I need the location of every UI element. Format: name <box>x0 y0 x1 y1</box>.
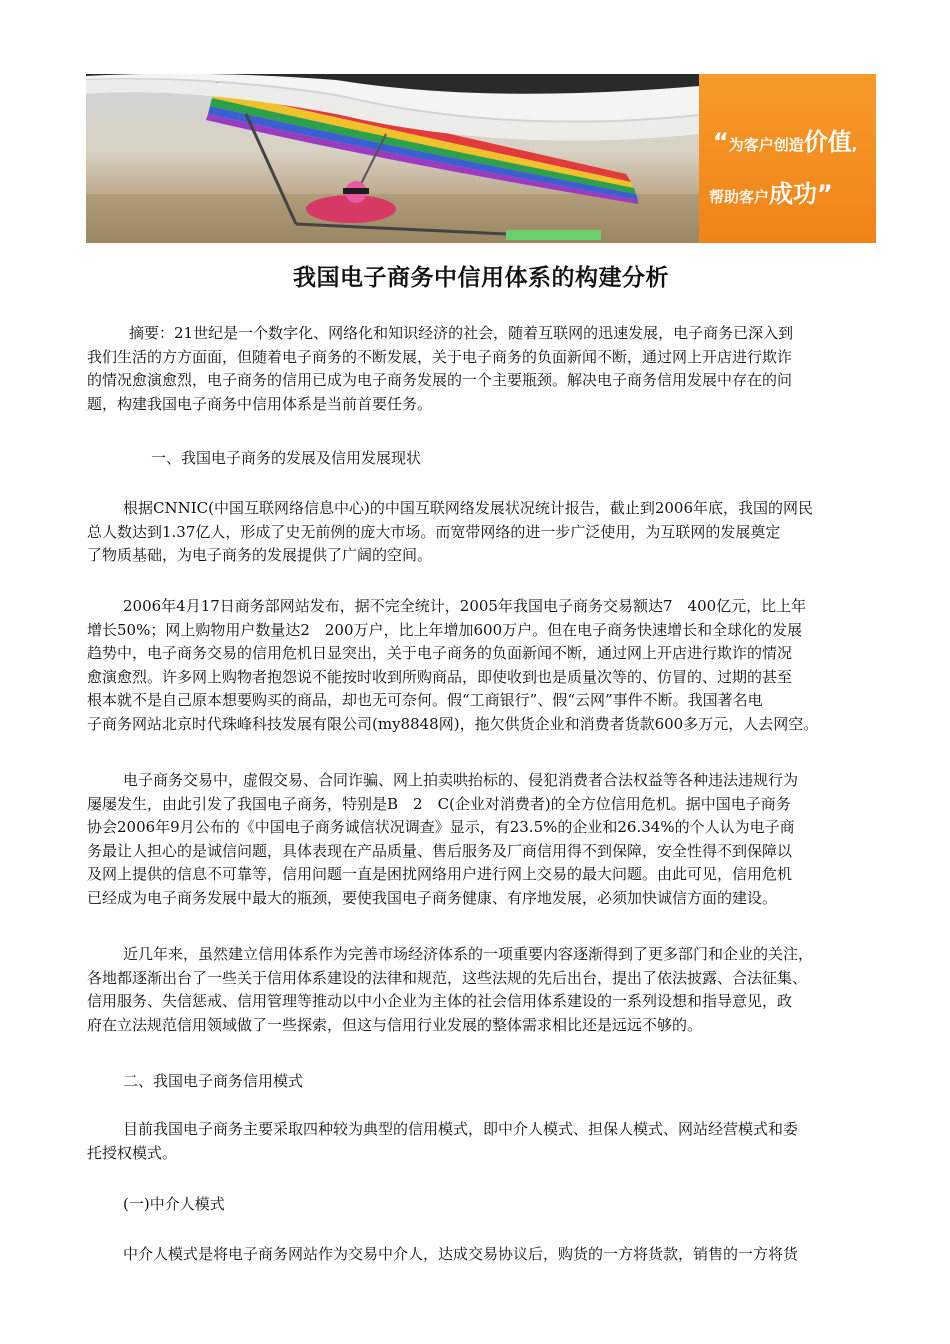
text-line: 电子商务交易中，虚假交易、合同诈骗、网上拍卖哄抬标的、侵犯消费者合法权益等各种违法违规行为 <box>123 771 799 789</box>
text-line: 了物质基础，为电子商务的发展提供了广阔的空间。 <box>87 546 433 564</box>
text-line: 增长50%；网上购物用户数量达2 200万户，比上年增加600万户。但在电子商务快速增长和全球化的发展 <box>87 620 803 639</box>
text-line: 信用服务、失信惩戒、信用管理等推动以中小企业为主体的社会信用体系建设的一系列设想和指导意见，政 <box>87 992 793 1010</box>
hang-glider-photo <box>86 74 699 243</box>
hang-glider-illustration <box>86 74 699 243</box>
paragraph-6 <box>87 1243 879 1267</box>
abstract-paragraph <box>87 322 879 416</box>
slogan-panel <box>699 74 876 243</box>
section-heading-2: 二、我国电子商务信用模式 <box>123 1072 304 1090</box>
text-line: 题，构建我国电子商务中信用体系是当前首要任务。 <box>87 394 433 413</box>
document-title: 我国电子商务中信用体系的构建分析 <box>293 265 669 291</box>
text-line: 屡屡发生，由此引发了我国电子商务，特别是B 2 C(企业对消费者)的全方位信用危机。据中国电子商务 <box>87 794 791 813</box>
section-heading-1: 一、我国电子商务的发展及信用发展现状 <box>151 449 422 467</box>
text-line: 府在立法规范信用领域做了一些探索，但这与信用行业发展的整体需求相比还是远远不够的。 <box>87 1015 703 1034</box>
text-line: 总人数达到1.37亿人，形成了史无前例的庞大市场。而宽带网络的进一步广泛使用，为互联网的发展奠定 <box>87 522 781 541</box>
text-line: 的情况愈演愈烈，电子商务的信用已成为电子商务发展的一个主要瓶颈。解决电子商务信用发展中存在的问 <box>87 371 793 389</box>
text-line: 务最让人担心的是诚信问题，具体表现在产品质量、售后服务及厂商信用得不到保障，安全性得不到保障以 <box>87 841 793 860</box>
slogan-line-1: “为客户创造价值, <box>713 128 858 156</box>
text-line: 趋势中，电子商务交易的信用危机日显突出，关于电子商务的负面新闻不断，通过网上开店进行欺诈的情况 <box>87 644 793 662</box>
text-line: 托授权模式。 <box>87 1143 178 1162</box>
text-line: 协会2006年9月公布的《中国电子商务诚信状况调查》显示，有23.5%的企业和26.34%的个人认为电子商 <box>87 818 795 836</box>
paragraph-4 <box>87 943 879 1037</box>
text-line: 根据CNNIC(中国互联网络信息中心)的中国互联网络发展状况统计报告，截止到2006年底，我国的网民 <box>123 499 814 517</box>
slogan-line-2: 帮助客户成功” <box>709 180 833 208</box>
paragraph-1 <box>87 497 879 568</box>
text-line: 中介人模式是将电子商务网站作为交易中介人，达成交易协议后，购货的一方将货款，销售的一方将货 <box>123 1245 799 1263</box>
text-line: 目前我国电子商务主要采取四种较为典型的信用模式，即中介人模式、担保人模式、网站经营模式和委 <box>123 1120 799 1138</box>
text-line: 已经成为电子商务发展中最大的瓶颈，要使我国电子商务健康、有序地发展，必须加快诚信方面的建设。 <box>87 888 778 907</box>
text-line: 近几年来，虽然建立信用体系作为完善市场经济体系的一项重要内容逐渐得到了更多部门和企业的关注， <box>123 945 814 963</box>
paragraph-2 <box>87 595 879 736</box>
text-line: 2006年4月17日商务部网站发布，据不完全统计，2005年我国电子商务交易额达7 400亿元，比上年 <box>123 597 807 615</box>
paragraph-5 <box>87 1118 879 1165</box>
paragraph-3 <box>87 769 879 910</box>
text-line: 根本就不是自己原本想要购买的商品，却也无可奈何。假“工商银行”、假“云网”事件不断。我国著名电 <box>87 691 763 709</box>
text-line: 愈演愈烈。许多网上购物者抱怨说不能按时收到所购商品，即使收到也是质量次等的、仿冒的、过期的甚至 <box>87 667 793 686</box>
header-banner <box>86 74 876 243</box>
text-line: 各地都逐渐出台了一些关于信用体系建设的法律和规范，这些法规的先后出台，提出了依法披露、合法征集、 <box>87 968 808 987</box>
text-line: 摘要：21世纪是一个数字化、网络化和知识经济的社会，随着互联网的迅速发展，电子商务已深入到 <box>129 324 794 342</box>
text-line: 我们生活的方方面面，但随着电子商务的不断发展，关于电子商务的负面新闻不断，通过网上开店进行欺诈 <box>87 347 793 366</box>
text-line: 子商务网站北京时代珠峰科技发展有限公司(my8848网)，拖欠供货企业和消费者货款600多万元，人去网空。 <box>87 714 819 733</box>
section-heading-3: (一)中介人模式 <box>123 1195 225 1213</box>
text-line: 及网上提供的信息不可靠等，信用问题一直是困扰网络用户进行网上交易的最大问题。由此可见，信用危机 <box>87 865 793 883</box>
